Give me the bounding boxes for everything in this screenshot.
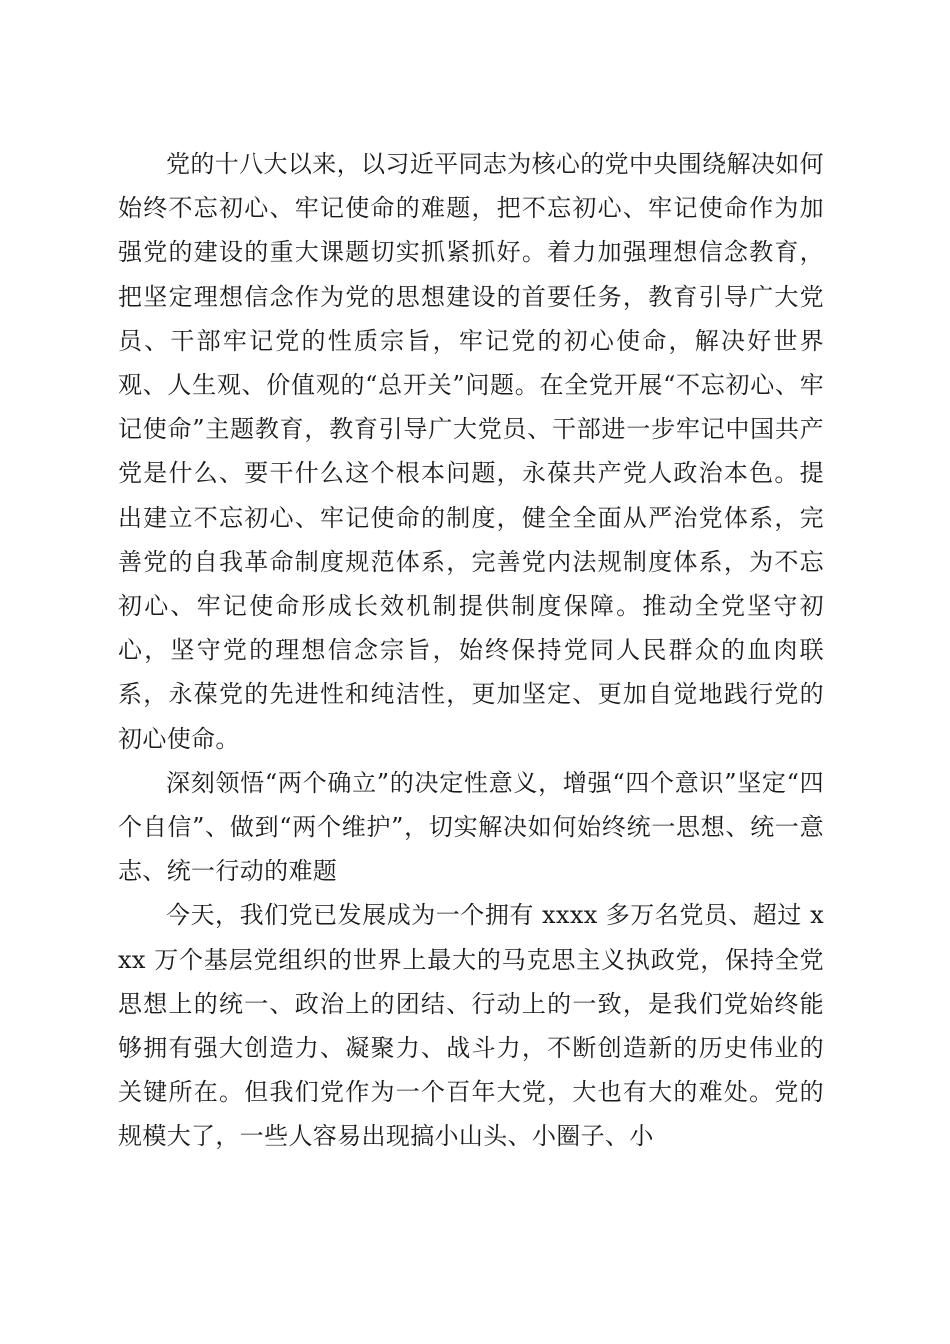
paragraph-3: 今天，我们党已发展成为一个拥有 xxxx 多万名党员、超过 xxx 万个基层党组织的世界上最大的马克思主义执政党，保持全党思想上的统一、政治上的团结、行动上的一致，是我们党始终能够拥有强大创造力、凝聚力、战斗力，不断创造新的历史伟业的关键所在。但我们党作为一个百年大党，大也有大的难处。党的规模大了，一些人容易出现搞小山头、小圈子、小 [118, 901, 824, 1151]
document-body [118, 142, 824, 1159]
paragraph-1: 党的十八大以来，以习近平同志为核心的党中央围绕解决如何始终不忘初心、牢记使命的难题，把不忘初心、牢记使命作为加强党的建设的重大课题切实抓紧抓好。着力加强理想信念教育，把坚定理想信念作为党的思想建设的首要任务，教育引导广大党员、干部牢记党的性质宗旨，牢记党的初心使命，解决好世界观、人生观、价值观的“总开关”问题。在全党开展“不忘初心、牢记使命”主题教育，教育引导广大党员、干部进一步牢记中国共产党是什么、要干什么这个根本问题，永葆共产党人政治本色。提出建立不忘初心、牢记使命的制度，健全全面从严治党体系，完善党的自我革命制度规范体系，完善党内法规制度体系，为不忘初心、牢记使命形成长效机制提供制度保障。推动全党坚守初心，坚守党的理想信念宗旨，始终保持党同人民群众的血肉联系，永葆党的先进性和纯洁性，更加坚定、更加自觉地践行党的初心使命。 [118, 150, 824, 753]
paragraph-2: 深刻领悟“两个确立”的决定性意义，增强“四个意识”坚定“四个自信”、做到“两个维护”，切实解决如何始终统一思想、统一意志、统一行动的难题 [118, 768, 824, 886]
